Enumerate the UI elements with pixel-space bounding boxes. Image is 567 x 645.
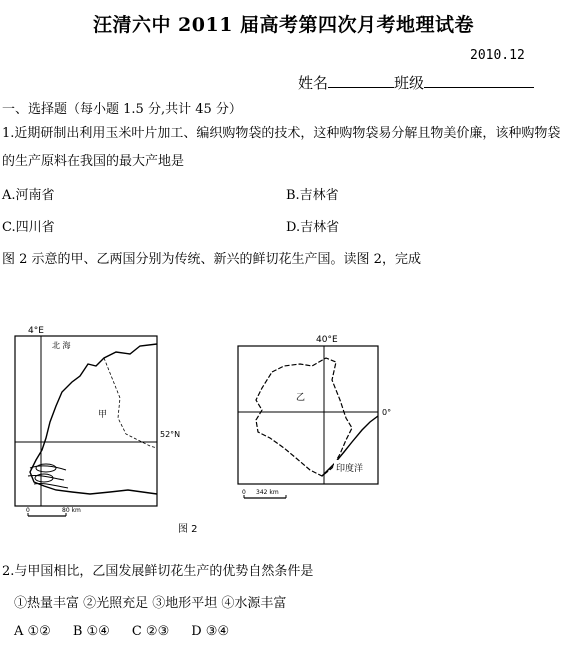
left-scale-zero: 0	[26, 507, 30, 514]
left-inner-border	[104, 358, 157, 448]
class-blank[interactable]	[424, 73, 534, 88]
question-2-text: 2.与甲国相比，乙国发展鲜切花生产的优势自然条件是	[2, 564, 314, 579]
q1-option-c[interactable]: C.四川省	[2, 220, 55, 235]
q2-option-a[interactable]: A ①②	[14, 624, 51, 639]
right-lat-label: 0°	[382, 408, 392, 417]
exam-date: 2010.12	[470, 48, 525, 63]
name-blank[interactable]	[328, 73, 394, 88]
right-country-label: 乙	[296, 393, 306, 403]
left-island-1	[36, 464, 56, 472]
right-scale-dist: 342 km	[256, 489, 279, 496]
q1-option-a[interactable]: A.河南省	[2, 188, 55, 203]
right-ocean-label: 印度洋	[336, 464, 364, 474]
left-lat-label: 52°N	[160, 430, 181, 439]
q2-option-c[interactable]: C ②③	[131, 624, 170, 639]
q2-option-b[interactable]: B ①④	[72, 624, 110, 639]
question-1-text: 1.近期研制出利用玉米叶片加工、编织购物袋的技术，这种购物袋易分解且物美价廉，该种购物袋的生产原料在我国的最大产地是	[2, 126, 561, 169]
q2-option-d[interactable]: D ③④	[191, 624, 230, 639]
q1-option-d[interactable]: D.吉林省	[286, 220, 340, 235]
q2-options	[14, 624, 251, 639]
name-label: 姓名	[298, 74, 329, 92]
page-title: 汪清六中 2011 届高考第四次月考地理试卷	[92, 14, 475, 36]
left-island-2	[35, 474, 53, 482]
section-heading: 一、选择题（每小题 1.5 分,共计 45 分）	[2, 102, 242, 117]
left-map	[15, 326, 180, 516]
q1-option-b[interactable]: B.吉林省	[286, 188, 339, 203]
left-lon-label: 4°E	[28, 326, 44, 336]
right-scale-zero: 0	[242, 489, 246, 496]
right-map	[238, 335, 391, 498]
right-lon-label: 40°E	[316, 335, 338, 345]
figure-2	[0, 318, 567, 546]
left-sea-label: 北 海	[52, 341, 71, 350]
left-delta-channels	[28, 466, 68, 488]
class-label: 班级	[394, 74, 425, 92]
right-country-border	[256, 358, 352, 476]
q2-conditions: ①热量丰富 ②光照充足 ③地形平坦 ④水源丰富	[14, 596, 287, 611]
name-class-row	[298, 72, 534, 93]
left-country-label: 甲	[98, 410, 108, 420]
figure-caption: 图 2	[178, 524, 198, 535]
figure-intro: 图 2 示意的甲、乙两国分别为传统、新兴的鲜切花生产国。读图 2，完成	[2, 252, 421, 267]
left-scale-dist: 80 km	[62, 507, 81, 514]
